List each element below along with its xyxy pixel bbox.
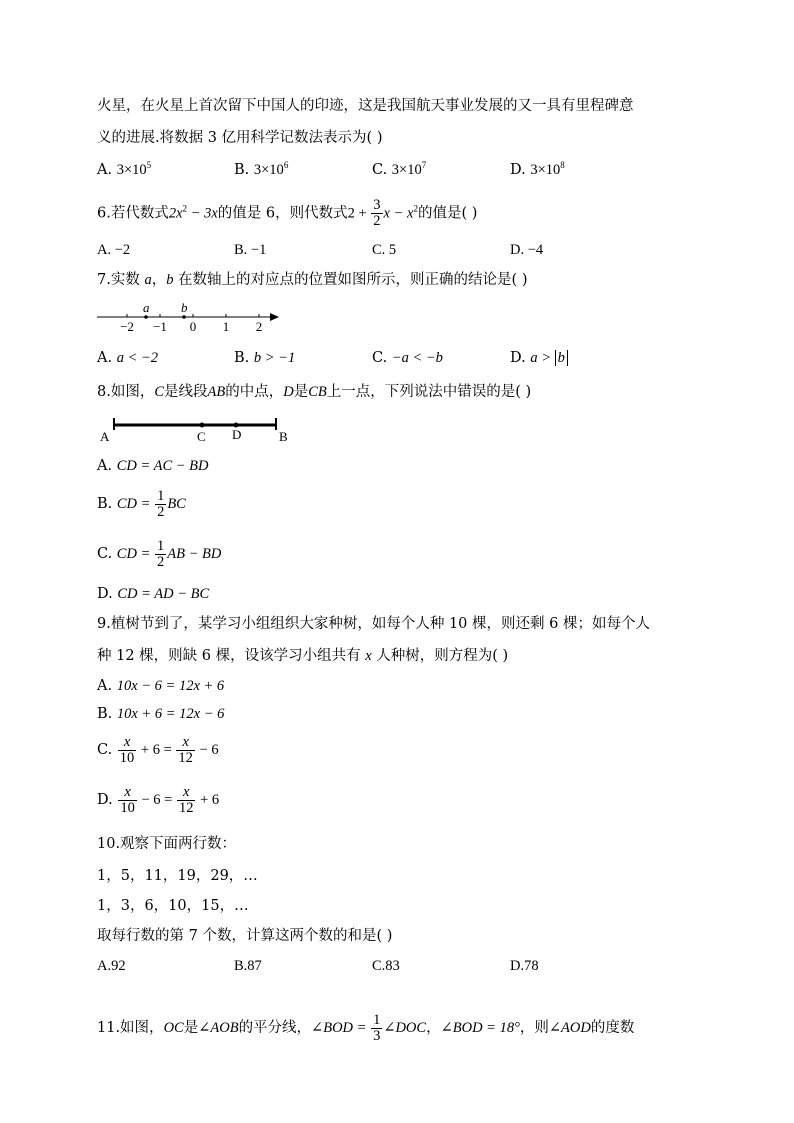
segment-figure	[96, 412, 296, 446]
q5-option-b[interactable]: B. $3\times 10^6$	[234, 160, 289, 178]
label-b: B	[279, 429, 288, 444]
label-a: A	[100, 429, 110, 444]
q10-option-b[interactable]: B.87	[234, 958, 262, 974]
q6-option-a[interactable]: A. −2	[97, 242, 131, 258]
number-line-figure	[95, 296, 285, 336]
q10-option-d[interactable]: D.78	[510, 958, 539, 974]
fraction-x-12: $\frac{x}{12}$	[178, 733, 193, 766]
q9-option-d[interactable]: D. $\frac{x}{10}$ − 6 = $\frac{x}{12}$ + 6	[97, 783, 220, 816]
q9-option-c[interactable]: C. $\frac{x}{10}$ + 6 = $\frac{x}{12}$ − 6	[97, 733, 219, 766]
tick-label: 0	[189, 319, 197, 334]
q6-option-c[interactable]: C. 5	[372, 242, 397, 258]
point-a-dot	[144, 315, 148, 319]
point-b-label: b	[181, 300, 188, 315]
question-9-line-1: 9.植树节到了，某学习小组组织大家种树，如每个人种 10 棵，则还剩 6 棵；如每个人	[97, 616, 650, 632]
tick-label: 1	[222, 319, 230, 334]
q10-option-c[interactable]: C.83	[372, 958, 400, 974]
fraction-3-2: $\frac{3}{2}$	[373, 197, 381, 229]
q7-option-c[interactable]: C. −a < −b	[372, 350, 443, 366]
q6-option-b[interactable]: B. −1	[234, 242, 267, 258]
question-10-title: 10.观察下面两行数：	[97, 836, 237, 852]
q5-option-d[interactable]: D. $3\times 10^8$	[510, 160, 565, 178]
fraction-x-10: $\frac{x}{10}$	[119, 733, 135, 766]
point-c-dot	[200, 423, 205, 428]
q7-option-a[interactable]: A. a < −2	[97, 350, 159, 366]
question-7: 7.实数 a，b 在数轴上的对应点的位置如图所示，则正确的结论是( )	[97, 272, 528, 288]
q6-option-d[interactable]: D. −4	[510, 242, 544, 258]
question-11: 11.如图，OC是∠AOB的平分线，∠BOD = $\frac{1}{3}$ ∠DOC，∠BOD = 18°，则∠AOD的度数	[97, 1011, 635, 1044]
q8-option-d[interactable]: D. CD = AD − BC	[97, 586, 210, 602]
q7-option-d[interactable]: D. a > b	[510, 348, 568, 368]
point-a-label: a	[143, 300, 150, 315]
label-d: D	[232, 427, 242, 442]
tick-label: 2	[255, 319, 263, 334]
q8-option-b[interactable]: B. CD = $\frac{1}{2}$ BC	[97, 487, 186, 520]
tick-label: −1	[153, 319, 167, 334]
question-8: 8.如图，C是线段AB的中点，D是CB上一点，下列说法中错误的是( )	[97, 384, 532, 400]
question-9-line-2: 种 12 棵，则缺 6 棵，设该学习小组共有 x 人种树，则方程为( )	[97, 648, 509, 664]
fraction-1-3: $\frac{1}{3}$	[373, 1011, 381, 1044]
tick-label: −2	[120, 319, 134, 334]
fraction-x-10: $\frac{x}{10}$	[120, 783, 135, 816]
q7-option-b[interactable]: B. b > −1	[234, 350, 296, 366]
q8-option-a[interactable]: A. CD = AC − BD	[97, 458, 209, 474]
question-5-line-2: 义的进展.将数据 3 亿用科学记数法表示为( )	[97, 130, 383, 146]
fraction-1-2: $\frac{1}{2}$	[156, 537, 165, 570]
question-6: 6.若代数式$2x^2 - 3x$的值是 6，则代数式2 + $\frac{3}{2}$ $x - x^2$的值是( )	[97, 197, 478, 229]
fraction-x-12: $\frac{x}{12}$	[178, 783, 194, 816]
question-10-row-2: 1，3，6，10，15，…	[97, 898, 249, 914]
q5-option-a[interactable]: A. $3\times 10^5$	[97, 160, 152, 178]
q5-option-c[interactable]: C. $3\times 10^7$	[372, 160, 427, 178]
q9-option-b[interactable]: B. 10x + 6 = 12x − 6	[97, 706, 225, 722]
q9-option-a[interactable]: A. 10x − 6 = 12x + 6	[97, 678, 225, 694]
fraction-1-2: $\frac{1}{2}$	[157, 487, 165, 520]
question-10-row-1: 1，5，11，19，29，…	[97, 868, 258, 884]
point-b-dot	[182, 315, 186, 319]
number-line-arrow-icon	[270, 313, 279, 321]
label-c: C	[197, 429, 206, 444]
q8-option-c[interactable]: C. CD = $\frac{1}{2}$ AB − BD	[97, 537, 222, 570]
q10-option-a[interactable]: A.92	[97, 958, 126, 974]
question-10-prompt: 取每行数的第 7 个数，计算这两个数的和是( )	[97, 928, 393, 944]
question-5-line-1: 火星，在火星上首次留下中国人的印迹，这是我国航天事业发展的又一具有里程碑意	[97, 98, 634, 114]
